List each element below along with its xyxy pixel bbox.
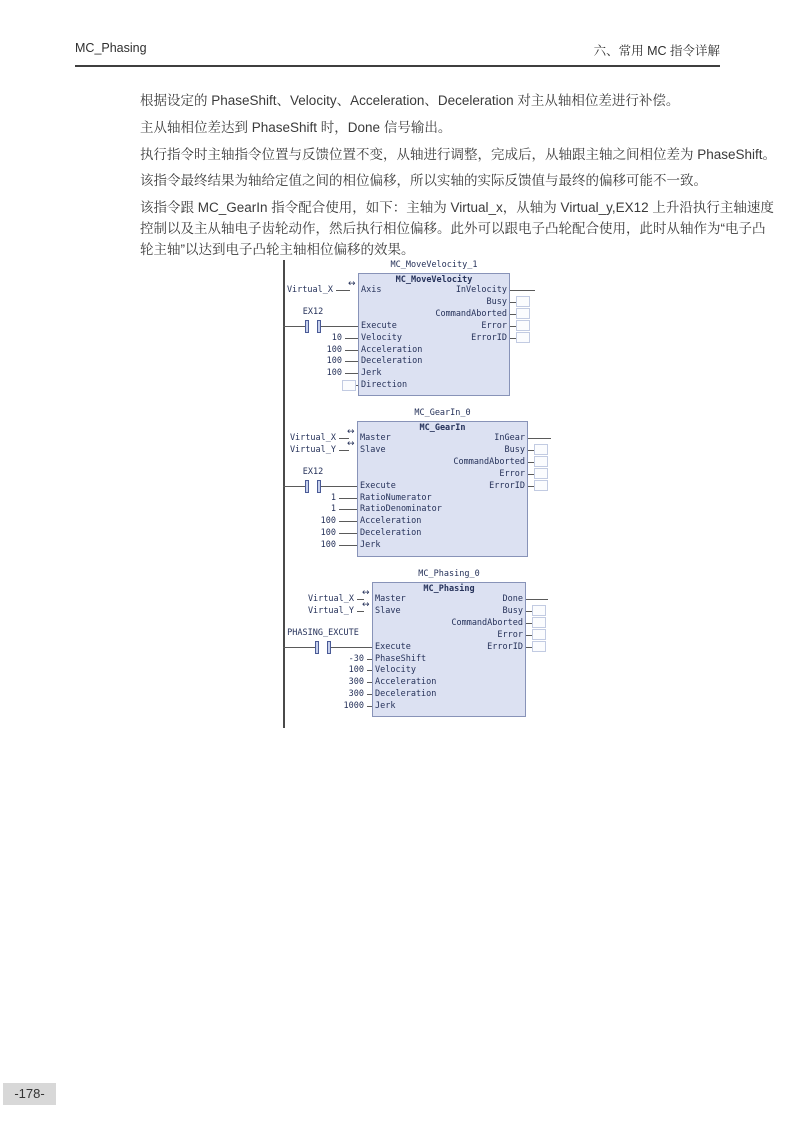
inout-arrow-icon: ↔	[348, 279, 356, 289]
pin-label-execute: Execute	[375, 641, 411, 652]
paragraph-5-line-2: 控制以及主从轴电子齿轮动作，然后执行相位偏移。此外可以跟电子凸轮配合使用，此时从轴作为“电子凸	[140, 221, 766, 236]
fb-type-name: MC_MoveVelocity	[395, 275, 473, 285]
input-empty-box	[342, 380, 356, 391]
pin-label-errorid: ErrorID	[489, 480, 525, 491]
pin-label-master: Master	[375, 594, 406, 604]
value-wire	[345, 350, 358, 351]
pin-value: 100	[326, 344, 342, 355]
pin-label-direction: Direction	[361, 380, 408, 391]
contact-bar-left	[305, 480, 309, 493]
pin-label-slave: Slave	[375, 605, 401, 616]
fb-type-name: MC_GearIn	[419, 423, 466, 433]
pin-label-errorid: ErrorID	[471, 332, 507, 343]
pin-label-acceleration: Acceleration	[375, 677, 437, 688]
pin-label-jerk: Jerk	[360, 540, 381, 551]
contact-bar-right	[317, 480, 321, 493]
paragraph-3-line: 执行指令时主轴指令位置与反馈位置不变，从轴进行调整，完成后，从轴跟主轴之间相位差为 PhaseShift。	[140, 147, 777, 162]
pin-label-busy: Busy	[486, 296, 507, 307]
contact-bar-left	[305, 320, 309, 333]
paragraph-5-line-1: 该指令跟 MC_GearIn 指令配合使用，如下：主轴为 Virtual_x，从轴为 Virtual_y,EX12 上升沿执行主轴速度	[140, 200, 774, 215]
value-wire	[339, 509, 357, 510]
pin-label-error: Error	[497, 629, 523, 640]
pin-label-execute: Execute	[361, 320, 397, 331]
pin-label-invelocity: InVelocity	[455, 285, 507, 295]
pin-label-velocity: Velocity	[361, 332, 402, 343]
inout-arrow-icon: ↔	[362, 599, 370, 610]
output-box	[532, 629, 546, 640]
pin-value: 100	[320, 516, 336, 527]
output-box	[516, 320, 530, 331]
contact-wire-left	[283, 486, 306, 487]
pin-label-deceleration: Deceleration	[375, 689, 437, 700]
output-box	[532, 605, 546, 616]
contact-bar-right	[327, 641, 331, 654]
output-wire	[528, 438, 551, 439]
pin-label-error: Error	[481, 320, 507, 331]
value-wire	[345, 361, 358, 362]
value-wire	[339, 498, 357, 499]
pin-label-deceleration: Deceleration	[361, 356, 423, 367]
value-wire	[339, 533, 357, 534]
output-box	[516, 332, 530, 343]
contact-label: PHASING_EXCUTE	[287, 627, 359, 638]
contact-bar-left	[315, 641, 319, 654]
inout-var-label: Virtual_X	[307, 594, 354, 604]
pin-value: -30	[348, 653, 364, 664]
pin-label-commandaborted: CommandAborted	[453, 456, 525, 467]
value-wire	[367, 706, 372, 707]
contact-bar-right	[317, 320, 321, 333]
pin-value: 1	[330, 492, 336, 503]
inout-var-label: Virtual_Y	[289, 444, 336, 455]
pin-value: 100	[326, 368, 342, 379]
pin-label-commandaborted: CommandAborted	[435, 308, 507, 319]
pin-label-deceleration: Deceleration	[360, 528, 422, 539]
contact-wire-left	[283, 326, 306, 327]
pin-value: 1	[330, 504, 336, 515]
inout-arrow-icon: ↔	[362, 588, 370, 598]
inout-var-label: Virtual_X	[286, 285, 333, 295]
pin-value: 100	[348, 665, 364, 676]
pin-value: 100	[326, 356, 342, 367]
pin-label-commandaborted: CommandAborted	[451, 617, 523, 628]
inout-wire	[357, 611, 364, 612]
contact-label: EX12	[302, 466, 324, 477]
pin-label-jerk: Jerk	[361, 368, 382, 379]
value-wire	[367, 659, 372, 660]
header-right-title: 六、常用 MC 指令详解	[593, 44, 720, 58]
pin-value: 300	[348, 689, 364, 700]
pin-label-busy: Busy	[502, 605, 523, 616]
fb-instance-name: MC_MoveVelocity_1	[390, 260, 478, 270]
pin-label-phaseshift: PhaseShift	[375, 653, 427, 664]
pin-label-velocity: Velocity	[375, 665, 416, 676]
value-wire	[367, 682, 372, 683]
pin-label-execute: Execute	[360, 480, 396, 491]
pin-label-done: Done	[502, 594, 523, 604]
inout-wire	[336, 290, 350, 291]
output-box	[532, 617, 546, 628]
output-box	[516, 296, 530, 307]
fb-instance-name: MC_Phasing_0	[418, 569, 480, 579]
paragraph-5-line-3: 轮主轴”以达到电子凸轮主轴相位偏移的效果。	[140, 242, 415, 257]
output-wire	[510, 290, 535, 291]
paragraph-2-line: 主从轴相位差达到 PhaseShift 时，Done 信号输出。	[140, 120, 452, 135]
value-wire	[339, 545, 357, 546]
pin-label-acceleration: Acceleration	[361, 344, 423, 355]
contact-wire-right	[320, 326, 358, 327]
pin-value: 100	[320, 528, 336, 539]
pin-value: 100	[320, 540, 336, 551]
value-wire	[345, 338, 358, 339]
output-box	[534, 480, 548, 491]
output-box	[534, 456, 548, 467]
emptybox-wire	[356, 385, 358, 386]
pin-label-master: Master	[360, 433, 391, 443]
contact-wire-right	[330, 647, 372, 648]
output-box	[534, 468, 548, 479]
pin-label-slave: Slave	[360, 444, 386, 455]
pin-label-jerk: Jerk	[375, 701, 396, 712]
output-box	[532, 641, 546, 652]
output-box	[534, 444, 548, 455]
pin-label-errorid: ErrorID	[487, 641, 523, 652]
pin-label-busy: Busy	[504, 444, 525, 455]
inout-arrow-icon: ↔	[347, 427, 355, 437]
value-wire	[367, 694, 372, 695]
value-wire	[367, 670, 372, 671]
fb-type-name: MC_Phasing	[423, 584, 475, 594]
pin-label-acceleration: Acceleration	[360, 516, 422, 527]
inout-var-label: Virtual_X	[289, 433, 336, 443]
fb-instance-name: MC_GearIn_0	[414, 408, 471, 418]
inout-var-label: Virtual_Y	[307, 605, 354, 616]
inout-arrow-icon: ↔	[347, 438, 355, 449]
contact-label: EX12	[302, 306, 324, 317]
contact-wire-left	[283, 647, 316, 648]
value-wire	[339, 521, 357, 522]
output-wire	[526, 599, 548, 600]
value-wire	[345, 373, 358, 374]
page-number-badge: -178-	[3, 1083, 56, 1105]
output-box	[516, 308, 530, 319]
pin-label-axis: Axis	[361, 285, 382, 295]
pin-value: 1000	[343, 701, 364, 712]
contact-wire-right	[320, 486, 357, 487]
header-left-title: MC_Phasing	[75, 41, 147, 55]
paragraph-4-line: 该指令最终结果为轴给定值之间的相位偏移，所以实轴的实际反馈值与最终的偏移可能不一致。	[140, 173, 707, 188]
inout-wire	[339, 450, 349, 451]
pin-label-ingear: InGear	[494, 433, 525, 443]
pin-label-ratiodenominator: RatioDenominator	[360, 504, 442, 515]
pin-value: 10	[331, 332, 342, 343]
paragraph-1-line: 根据设定的 PhaseShift、Velocity、Acceleration、Deceleration 对主从轴相位差进行补偿。	[140, 93, 680, 108]
pin-label-rationumerator: RatioNumerator	[360, 492, 432, 503]
pin-label-error: Error	[499, 468, 525, 479]
pin-value: 300	[348, 677, 364, 688]
